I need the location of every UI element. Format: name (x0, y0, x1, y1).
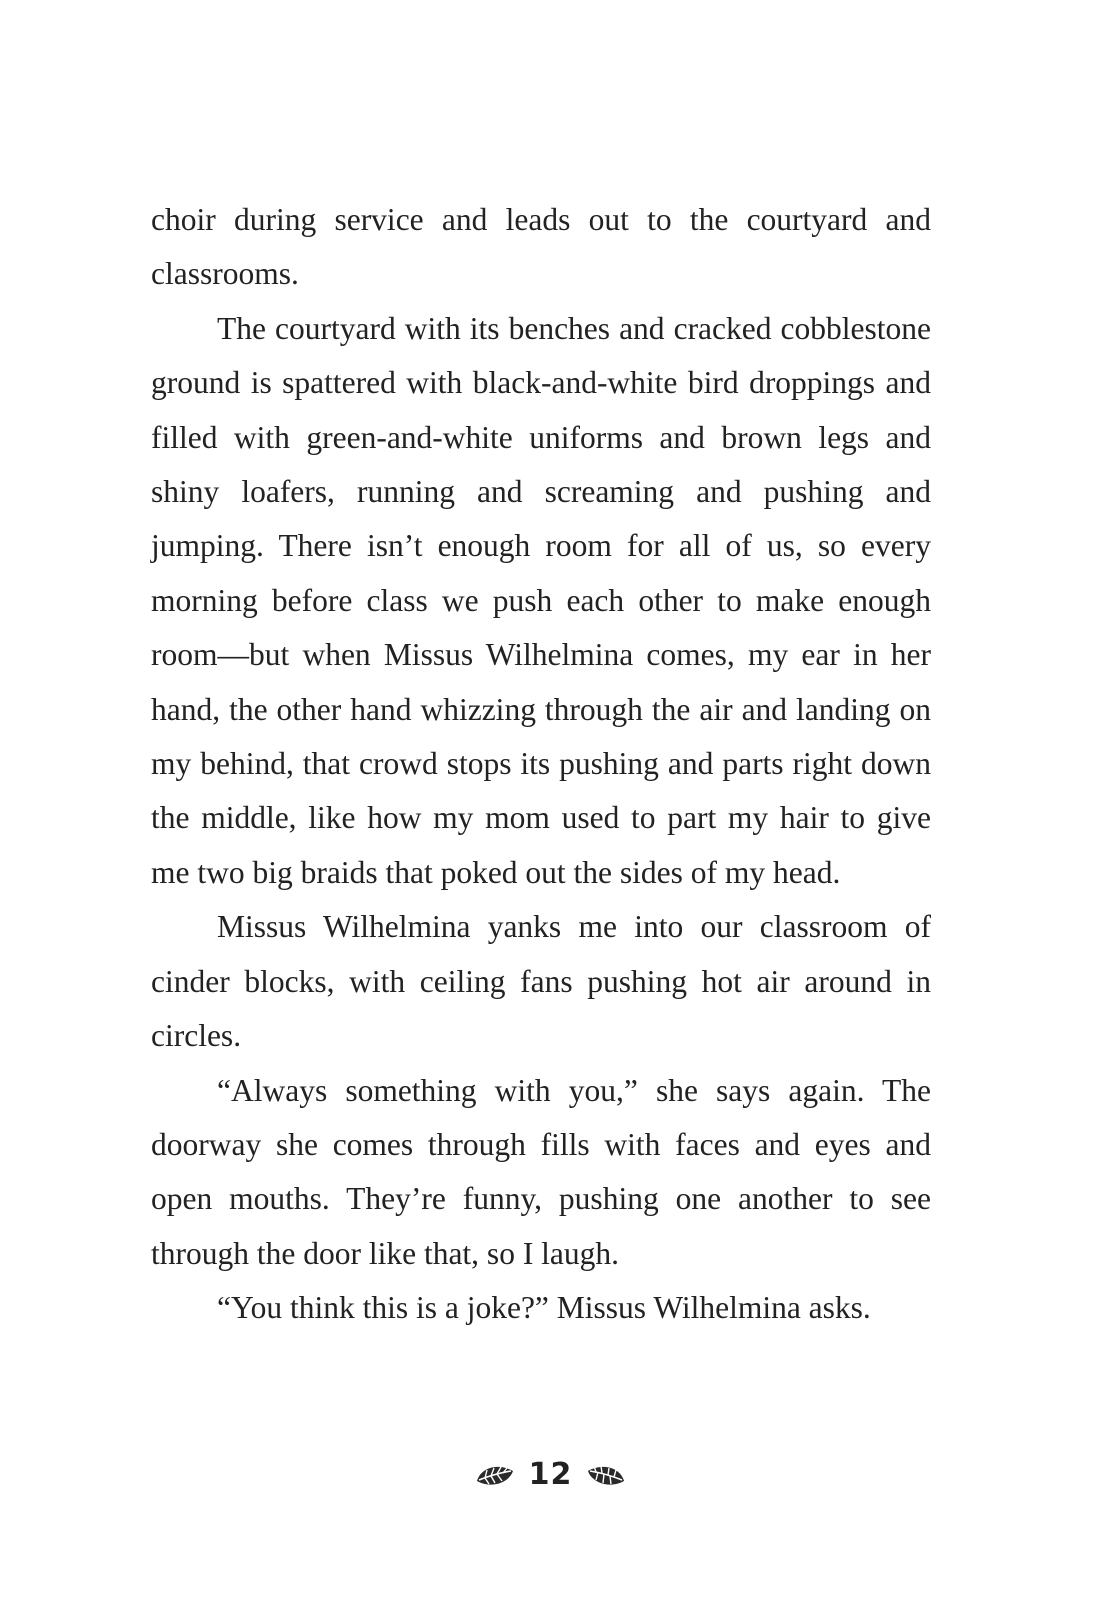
page-footer (0, 1455, 1101, 1495)
body-text (151, 193, 931, 1336)
paragraph: The courtyard with its benches and cracked cobblestone ground is spattered with black-and-white bird droppings and filled with green-and-white uniforms and brown legs and shiny loafers, running and screaming and pushing and jumping. There isn’t enough room for all of us, so every morning before class we push each other to make enough room—but when Missus Wilhelmina comes, my ear in her hand, the other hand whizzing through the air and landing on my behind, that crowd stops its pushing and parts right down the middle, like how my mom used to part my hair to give me two big braids that poked out the sides of my head. (151, 310, 931, 890)
page-number: 12 (528, 1457, 573, 1492)
leaf-icon (586, 1461, 626, 1489)
paragraph: Missus Wilhelmina yanks me into our classroom of cinder blocks, with ceiling fans pushing hot air around in circles. (151, 909, 931, 1054)
paragraph: “Always something with you,” she says again. The doorway she comes through fills with faces and eyes and open mouths. They’re funny, pushing one another to see through the door like that, so I laugh. (151, 1072, 931, 1271)
paragraph-continued: choir during service and leads out to the courtyard and classrooms. (151, 202, 931, 292)
leaf-icon (475, 1461, 515, 1489)
paragraph: “You think this is a joke?” Missus Wilhelmina asks. (217, 1290, 871, 1326)
